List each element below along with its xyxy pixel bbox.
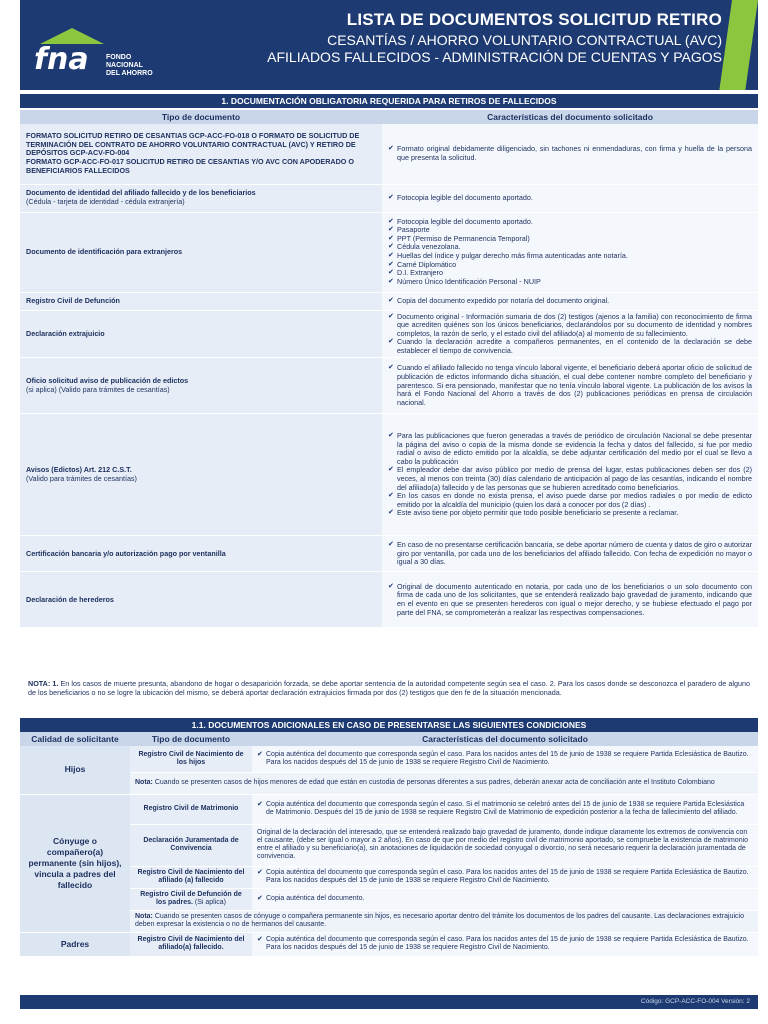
table-row	[20, 292, 758, 310]
tipo-cell: Registro Civil de Nacimiento de los hijos	[130, 746, 252, 772]
check-item: ✔ En caso de no presentarse certificación bancaria, se debe aportar número de cuenta y datos de giro o autorizar giro por ventanilla, por cada uno de los beneficiarios del afiliado fallecido. Con fecha de expedición no mayor o igual a 30 días.	[388, 541, 752, 567]
tipo-cell: Registro Civil de Defunción de los padres. (Si aplica)	[130, 888, 252, 910]
additional-documents-table	[20, 732, 758, 957]
fna-logo	[34, 28, 194, 83]
check-item: ✔ Original de documento autenticado en notaria, por cada uno de los beneficiarios o un solo documento con firma de cada uno de los solicitantes, que se entenderá realizado bajo gravedad de juramento, indicando que en el evento en que se presenten herederos con igual o mejor derecho, y se hubiese efectuado el pago por parte del FNA, se comprometerán a realizar las respectivas compensaciones.	[388, 583, 752, 617]
calidad-conyuge: Cónyuge o compañero(a) permanente (sin hijos), vincula a padres del fallecido	[20, 794, 130, 932]
check-item: ✔ Copia auténtica del documento que corresponda según el caso. Si el matrimonio se celebró antes del 15 de junio de 1938 se requiere Partida Eclesiástica de Matrimonio. Después del 15 de junio de 1938 se requiere Registro Civil de Matrimonio de expedición posterior a la fecha de fallecimiento del afiliado.	[257, 801, 753, 817]
check-item: ✔ Cuando el afiliado fallecido no tenga vínculo laboral vigente, el beneficiario deberá aportar oficio de solicitud de publicación de edictos informando dicha situación, el cual debe contener nombre completo del beneficiario y parentesco. Si era pensionado, manifestar que no tenía vínculo laboral vigente. La publicación de los avisos la hará el Fondo Nacional del Ahorro a través de dos (2) publicaciones periódicas en prensa de circulación nacional.	[388, 364, 752, 407]
document-subtitle-1: CESANTÍAS / AHORRO VOLUNTARIO CONTRACTUAL (AVC)	[327, 32, 722, 48]
nota-hijos: Nota: Cuando se presenten casos de hijos menores de edad que están en custodia de personas diferentes a sus padres, deberán anexar acta de conciliación ante el Instituto Colombiano	[130, 772, 758, 794]
check-item: ✔ Cuando la declaración acredite a compañeros permanentes, en el contenido de la declaración se debe establecer el tiempo de convivencia.	[388, 338, 752, 355]
caract-cell	[252, 932, 758, 956]
check-item: ✔ Carné Diplomático	[388, 261, 752, 270]
table-row	[20, 888, 758, 910]
check-list	[388, 297, 752, 306]
table-row	[20, 536, 758, 572]
table-row	[20, 124, 758, 184]
check-list	[388, 313, 752, 356]
tipo-documento-cell	[20, 358, 382, 414]
check-item: ✔ Para las publicaciones que fueron generadas a través de periódico de circulación Nacional se debe presentar la página del aviso o copia de la misma donde se evidencia la fecha y datos del fallecido, si fue por medio radial o aviso de edicto emitido por la alcaldía, se debe adjuntar certificación del medio por el cual se llevo a cabo la publicación	[388, 432, 752, 466]
title-block	[267, 10, 722, 65]
caracteristicas-cell	[382, 536, 758, 572]
table-row	[20, 184, 758, 212]
tipo-cell: Declaración Juramentada de Convivencia	[130, 824, 252, 866]
check-list	[388, 432, 752, 518]
document-footer	[20, 995, 758, 1009]
tipo-documento-title: Certificación bancaria y/o autorización pago por ventanilla	[26, 548, 226, 558]
caracteristicas-cell	[382, 124, 758, 184]
table-row	[20, 358, 758, 414]
check-item: ✔ Este aviso tiene por objeto permitir que todo posible beneficiario se presente a reclamar.	[388, 509, 752, 518]
tipo-documento-cell	[20, 292, 382, 310]
table-row	[20, 572, 758, 628]
check-item: ✔ Pasaporte	[388, 226, 752, 235]
tipo-cell: Registro Civil de Nacimiento del afiliado(a) fallecido.	[130, 932, 252, 956]
table-row	[20, 794, 758, 824]
col-tipo-header: Tipo de documento	[130, 732, 252, 746]
table-row	[20, 932, 758, 956]
check-item: ✔ Copia auténtica del documento que corresponda según el caso. Para los nacidos antes del 15 de junio de 1938 se requiere Partida Eclesiástica de Bautizo. Para los nacidos después del 15 de junio de 1938 se requiere Registro Civil de Nacimiento.	[257, 869, 753, 885]
caract-cell: Original de la declaración del interesado, que se entenderá realizado bajo gravedad de juramento, donde indique claramente los extremos de convivencia con el causante, (debe ser igual o mayor a 2 años). En caso de que por medio del registro civil de matrimonio aportado, se compruebe la existencia de matrimonio entre el afiliado y su beneficiario(a), sin anotaciones de liquidación de sociedad conyugal o divorcio, no será necesario requerir la declaración juramentada de convivencia.	[252, 824, 758, 866]
check-item: ✔ Copia del documento expedido por notaría del documento original.	[388, 297, 752, 306]
tipo-documento-note: (Valido para trámites de cesantías)	[26, 473, 137, 483]
col-caract-header: Características del documento solicitado	[382, 110, 758, 124]
check-item: ✔ Huellas del índice y pulgar derecho más firma autenticadas ante notaría.	[388, 252, 752, 261]
tipo-documento-note: (Cédula - tarjeta de identidad - cédula extranjería)	[26, 197, 185, 206]
check-item: ✔ El empleador debe dar aviso público por medio de prensa del lugar, estas publicaciones deben ser dos (2) veces, al menos con treinta (30) días calendario de anticipación al pago de las cesantías, indicando el nombre del afiliado(a) fallecido y de las personas que se hubieren acreditado como beneficiarios.	[388, 466, 752, 492]
tipo-documento-cell	[20, 414, 382, 536]
tipo-documento-title: Declaración de herederos	[26, 594, 114, 604]
table-row	[20, 414, 758, 536]
caracteristicas-cell	[382, 414, 758, 536]
table-row	[20, 746, 758, 772]
green-stripe	[719, 0, 758, 90]
tipo-documento-title: Declaración extrajuicio	[26, 328, 105, 338]
table-row	[20, 772, 758, 794]
tipo-documento-title: Documento de identidad del afiliado fallecido y de los beneficiarios	[26, 188, 256, 198]
table-header-row	[20, 732, 758, 746]
tipo-documento-note: (si aplica) (Valido para trámites de cesantías)	[26, 384, 170, 394]
table-row	[20, 910, 758, 932]
required-documents-table	[20, 110, 758, 628]
caracteristicas-cell	[382, 358, 758, 414]
section-1-title: 1. DOCUMENTACIÓN OBLIGATORIA REQUERIDA PARA RETIROS DE FALLECIDOS	[20, 94, 758, 108]
nota-general	[28, 679, 750, 697]
tipo-documento-cell	[20, 536, 382, 572]
calidad-padres: Padres	[20, 932, 130, 956]
tipo-cell: Registro Civil de Nacimiento del afiliado (a) fallecido	[130, 866, 252, 888]
col-tipo-header: Tipo de documento	[20, 110, 382, 124]
table-row	[20, 824, 758, 866]
check-list	[388, 541, 752, 567]
tipo-documento-title: Avisos (Edictos) Art. 212 C.S.T.	[26, 465, 132, 475]
check-item: ✔ Fotocopia legible del documento aportado.	[388, 218, 752, 227]
check-item: ✔ En los casos en donde no exista prensa, el aviso puede darse por medios radiales o por medio de edicto emitido por la alcaldía del municipio (quien los dará a conocer por dos (2 días) .	[388, 492, 752, 509]
tipo-documento-title: Oficio solicitud aviso de publicación de edictos	[26, 376, 189, 386]
tipo-documento-cell	[20, 212, 382, 292]
nota-label: NOTA: 1.	[28, 679, 59, 688]
check-item: ✔ Copia auténtica del documento.	[257, 895, 753, 903]
caracteristicas-cell	[382, 184, 758, 212]
tipo-documento-title: Registro Civil de Defunción	[26, 295, 120, 305]
check-list	[388, 364, 752, 407]
tipo-documento-title-2: FORMATO GCP-ACC-FO-017 SOLICITUD RETIRO DE CESANTIAS Y/O AVC CON APODERADO O BENEFICIARIOS FALLECIDOS	[26, 157, 354, 175]
check-item: ✔ Cédula venezolana.	[388, 243, 752, 252]
caracteristicas-cell	[382, 310, 758, 358]
tipo-documento-cell	[20, 310, 382, 358]
check-item: ✔ Formato original debidamente diligenciado, sin tachones ni enmendaduras, con firma y huella de la persona que presenta la solicitud.	[388, 145, 752, 162]
col-caract-header: Características del documento solicitado	[252, 732, 758, 746]
logo-name: FONDO NACIONAL DEL AHORRO	[106, 54, 153, 77]
check-item: ✔ Copia auténtica del documento que corresponda según el caso. Para los nacidos antes del 15 de junio de 1938 se requiere Partida Eclesiástica de Bautizo. Para los nacidos después del 15 de junio de 1938 se requiere Registro Civil de Nacimiento.	[257, 936, 753, 952]
section-2-title: 1.1. DOCUMENTOS ADICIONALES EN CASO DE PRESENTARSE LAS SIGUIENTES CONDICIONES	[20, 718, 758, 732]
table-row	[20, 310, 758, 358]
tipo-documento-title: FORMATO SOLICITUD RETIRO DE CESANTIAS GCP-ACC-FO-018 O FORMATO DE SOLICITUD DE TERMINACIÓN DEL CONTRATO DE AHORRO VOLUNTARIO CONTRACTUAL (AVC) Y RETIRO DE DEPÓSITOS GCP-ACV-FO-004	[26, 131, 360, 158]
tipo-documento-cell	[20, 184, 382, 212]
check-item: ✔ D.I. Extranjero	[388, 269, 752, 278]
check-list	[388, 583, 752, 617]
caract-cell	[252, 794, 758, 824]
caracteristicas-cell	[382, 212, 758, 292]
table-header-row	[20, 110, 758, 124]
tipo-documento-title: Documento de identificación para extranjeros	[26, 246, 183, 256]
col-calidad-header: Calidad de solicitante	[20, 732, 130, 746]
check-item: ✔ Copia auténtica del documento que corresponda según el caso. Para los nacidos antes del 15 de junio de 1938 se requiere Partida Eclesiástica de Bautizo. Para los nacidos después del 15 de junio de 1938 se requiere Registro Civil de Nacimiento.	[257, 751, 753, 767]
tipo-documento-cell	[20, 572, 382, 628]
check-list	[388, 145, 752, 162]
logo-text: fna	[34, 42, 89, 77]
nota-text: En los casos de muerte presunta, abandono de hogar o desaparición forzada, se debe aportar sentencia de la autoridad competente según sea el caso. 2. Para los casos donde se desconozca el paradero de alguno de los beneficiarios o no se logre la ubicación del mismo, se deberá aportar declaración extrajuicios firmada por dos (2) testigos que den fe de la situación mencionada.	[28, 679, 750, 697]
check-list	[388, 194, 752, 203]
calidad-hijos: Hijos	[20, 746, 130, 794]
caract-cell	[252, 866, 758, 888]
nota-conyuge: Nota: Cuando se presenten casos de cónyuge o compañera permanente sin hijos, es necesario aportar dentro del trámite los documentos de los padres del causante. Las declaraciones extrajuicio deben expresar la existencia o no de hermanos del causante.	[130, 910, 758, 932]
check-item: ✔ PPT (Permiso de Permanencia Temporal)	[388, 235, 752, 244]
check-item: ✔ Número Único Identificación Personal - NUIP	[388, 278, 752, 287]
table-row	[20, 212, 758, 292]
table-row	[20, 866, 758, 888]
tipo-cell: Registro Civil de Matrimonio	[130, 794, 252, 824]
caract-cell	[252, 746, 758, 772]
caracteristicas-cell	[382, 572, 758, 628]
tipo-documento-cell	[20, 124, 382, 184]
caract-cell	[252, 888, 758, 910]
caracteristicas-cell	[382, 292, 758, 310]
document-header	[20, 0, 758, 90]
document-subtitle-2: AFILIADOS FALLECIDOS - ADMINISTRACIÓN DE CUENTAS Y PAGOS	[267, 49, 722, 65]
check-item: ✔ Documento original - Información sumaria de dos (2) testigos (ajenos a la familia) con reconocimiento de firma que acrediten quiénes son los únicos beneficiarios, declarándolos por su documento de identidad y nombres completos, la razón de serlo, y el estado civil del afiliado(a) al momento de su fallecimiento.	[388, 313, 752, 339]
document-title: LISTA DE DOCUMENTOS SOLICITUD RETIRO	[346, 10, 722, 29]
check-list	[388, 218, 752, 287]
document-code: Código: GCP-ACC-FO-004 Versión: 2	[640, 998, 750, 1005]
check-item: ✔ Fotocopia legible del documento aportado.	[388, 194, 752, 203]
